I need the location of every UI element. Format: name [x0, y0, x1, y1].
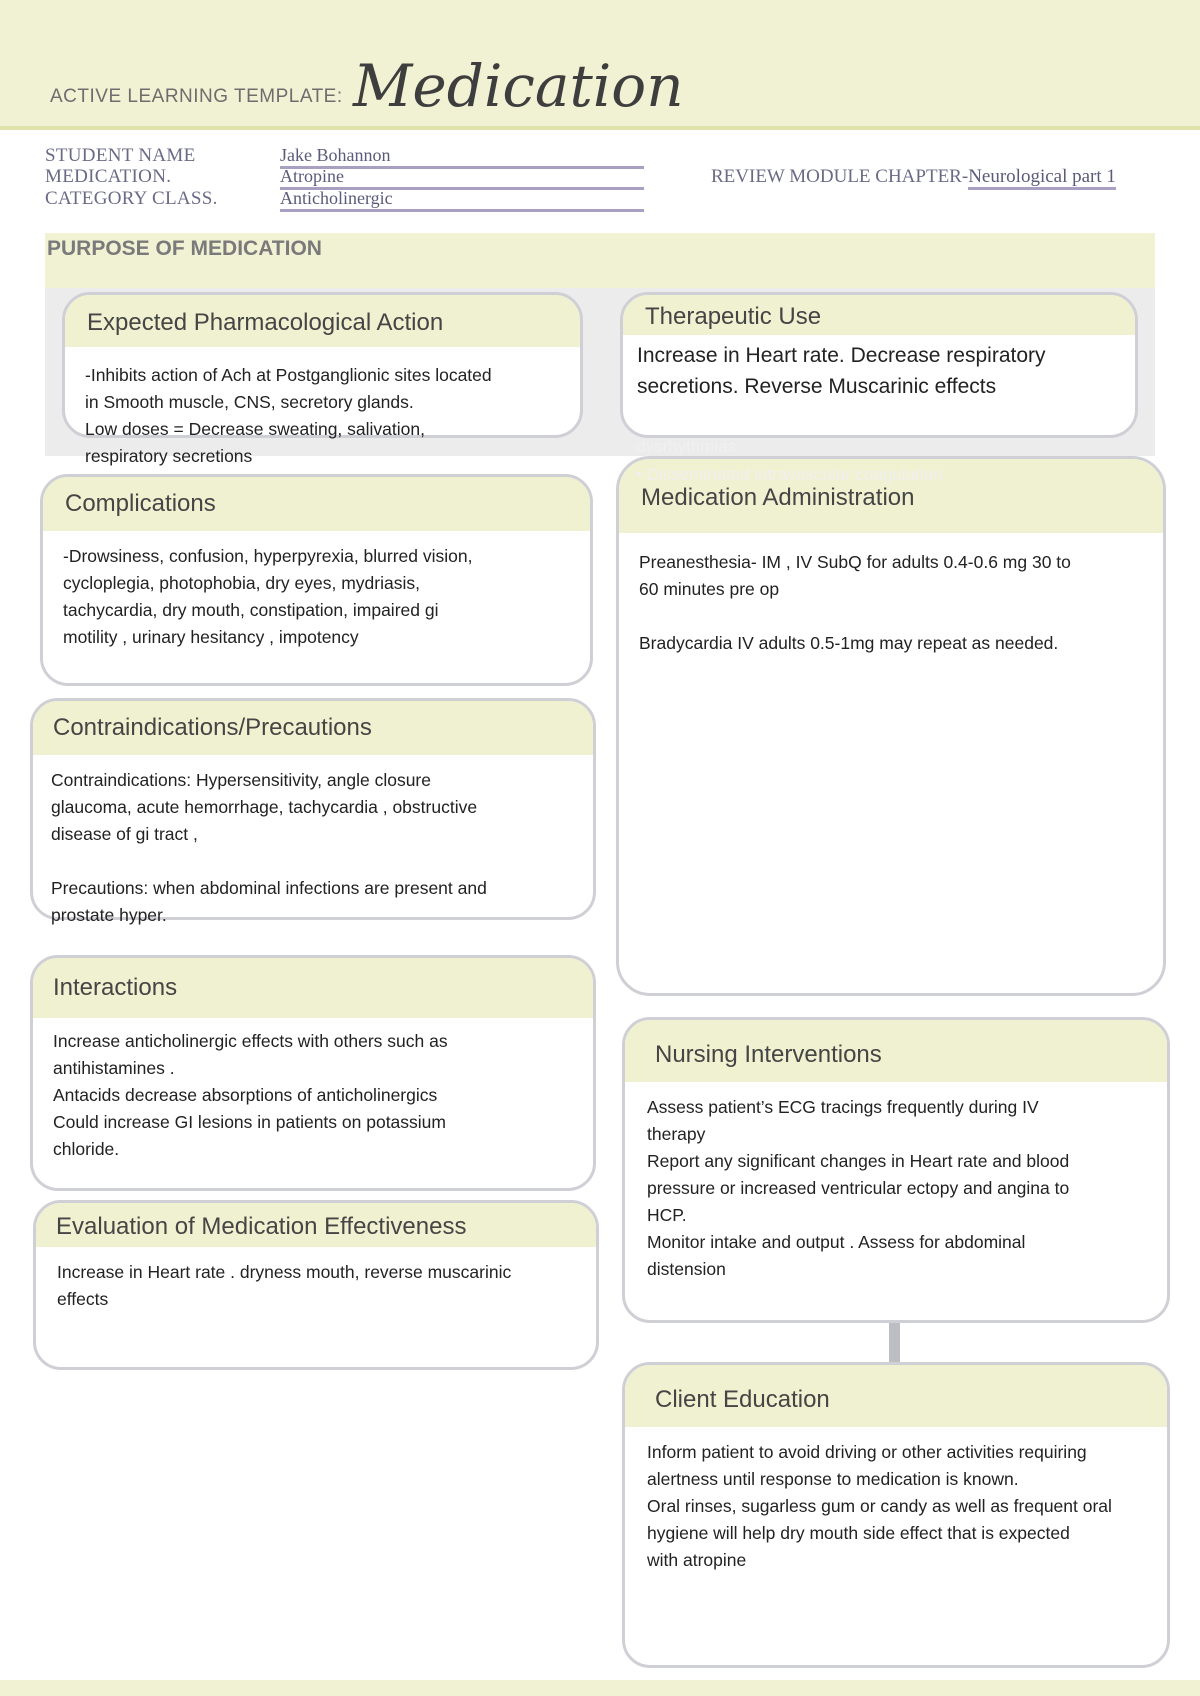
contraindications-text[interactable]	[51, 767, 611, 929]
contraindications-title: Contraindications/Precautions	[33, 701, 593, 755]
text-line: respiratory secretions	[85, 446, 253, 466]
text-line: with atropine	[647, 1550, 747, 1570]
student-name-field[interactable]: Jake Bohannon	[280, 145, 644, 169]
review-module-field[interactable]: Neurological part 1	[968, 166, 1116, 190]
expected-action-text[interactable]	[85, 362, 605, 470]
text-line: hygiene will help dry mouth side effect that is expected	[647, 1523, 1070, 1543]
text-line: -Drowsiness, confusion, hyperpyrexia, blurred vision,	[63, 546, 473, 566]
medication-label: MEDICATION.	[45, 166, 172, 187]
text-line: motility , urinary hesitancy , impotency	[63, 627, 359, 647]
evaluation-title: Evaluation of Medication Effectiveness	[36, 1203, 596, 1247]
text-line: -Inhibits action of Ach at Postganglionic sites located	[85, 365, 492, 385]
text-line: pressure or increased ventricular ectopy and angina to	[647, 1178, 1070, 1198]
category-class-label: CATEGORY CLASS.	[45, 188, 218, 209]
purpose-label: PURPOSE OF MEDICATION	[47, 237, 322, 260]
text-line: Increase in Heart rate. Decrease respiratory	[637, 344, 1046, 367]
evaluation-box	[33, 1200, 599, 1370]
text-line: prostate hyper.	[51, 905, 167, 925]
therapeutic-use-title: Therapeutic Use	[623, 295, 1135, 335]
text-line: Increase in Heart rate . dryness mouth, reverse muscarinic	[57, 1262, 512, 1282]
complications-box	[40, 474, 593, 686]
template-label: ACTIVE LEARNING TEMPLATE:	[50, 86, 343, 107]
text-line: in Smooth muscle, CNS, secretory glands.	[85, 392, 414, 412]
nursing-interventions-box	[622, 1017, 1170, 1323]
text-line: Antacids decrease absorptions of anticholinergics	[53, 1085, 438, 1105]
therapeutic-use-text[interactable]	[623, 335, 1135, 402]
text-line: Increase anticholinergic effects with others such as	[53, 1031, 448, 1051]
interactions-box	[30, 955, 596, 1191]
page-title: Medication	[353, 52, 684, 120]
student-name-label: STUDENT NAME	[45, 145, 196, 166]
medication-administration-title: Medication Administration	[619, 459, 1163, 533]
interactions-title: Interactions	[33, 958, 593, 1018]
text-line: Monitor intake and output . Assess for abdominal	[647, 1232, 1026, 1252]
text-line	[51, 848, 611, 875]
client-education-title: Client Education	[625, 1365, 1167, 1427]
text-line: disease of gi tract ,	[51, 824, 198, 844]
text-line: Report any significant changes in Heart rate and blood	[647, 1151, 1070, 1171]
purpose-header	[45, 233, 1155, 288]
client-education-box	[622, 1362, 1170, 1668]
text-line: HCP.	[647, 1205, 687, 1225]
text-line	[639, 603, 1143, 630]
text-line: glaucoma, acute hemorrhage, tachycardia , obstructive	[51, 797, 478, 817]
complications-text[interactable]	[43, 531, 590, 651]
text-line: effects	[57, 1289, 109, 1309]
review-module-chapter	[711, 166, 1116, 188]
interactions-text[interactable]	[33, 1018, 593, 1163]
nursing-interventions-title: Nursing Interventions	[625, 1020, 1167, 1082]
therapeutic-use-box	[620, 292, 1138, 438]
text-line: 60 minutes pre op	[639, 579, 780, 599]
expected-action-title: Expected Pharmacological Action	[65, 295, 580, 347]
text-line: distension	[647, 1259, 726, 1279]
text-line: therapy	[647, 1124, 706, 1144]
text-line: antihistamines .	[53, 1058, 175, 1078]
text-line: Inform patient to avoid driving or other activities requiring	[647, 1442, 1087, 1462]
review-module-label: REVIEW MODULE CHAPTER-	[711, 166, 969, 187]
text-line: Precautions: when abdominal infections are present and	[51, 878, 487, 898]
text-line: secretions. Reverse Muscarinic effects	[637, 375, 997, 398]
text-line: chloride.	[53, 1139, 120, 1159]
medication-administration-box	[616, 456, 1166, 996]
text-line: Assess patient’s ECG tracings frequently during IV	[647, 1097, 1039, 1117]
overflow-text-line: dysrhythmias	[636, 437, 737, 456]
text-line: Bradycardia IV adults 0.5-1mg may repeat as needed.	[639, 633, 1059, 653]
complications-title: Complications	[43, 477, 590, 531]
text-line: Could increase GI lesions in patients on potassium	[53, 1112, 446, 1132]
overflow-text-line: • Disseminated intravascular coagulation	[636, 465, 943, 484]
text-line: tachycardia, dry mouth, constipation, impaired gi	[63, 600, 439, 620]
nursing-interventions-text[interactable]	[625, 1082, 1167, 1283]
evaluation-text[interactable]	[36, 1247, 596, 1313]
connector-bar	[889, 1323, 900, 1363]
footer-band	[0, 1680, 1200, 1696]
category-class-field[interactable]: Anticholinergic	[280, 188, 644, 212]
client-education-text[interactable]	[625, 1427, 1167, 1574]
text-line: Oral rinses, sugarless gum or candy as well as frequent oral	[647, 1496, 1112, 1516]
text-line: alertness until response to medication is known.	[647, 1469, 1019, 1489]
medication-field[interactable]: Atropine	[280, 166, 644, 190]
text-line: Contraindications: Hypersensitivity, angle closure	[51, 770, 431, 790]
medication-administration-text[interactable]	[619, 533, 1163, 657]
text-line: Low doses = Decrease sweating, salivation,	[85, 419, 425, 439]
text-line: Preanesthesia- IM , IV SubQ for adults 0.4-0.6 mg 30 to	[639, 552, 1071, 572]
text-line: cycloplegia, photophobia, dry eyes, mydriasis,	[63, 573, 420, 593]
